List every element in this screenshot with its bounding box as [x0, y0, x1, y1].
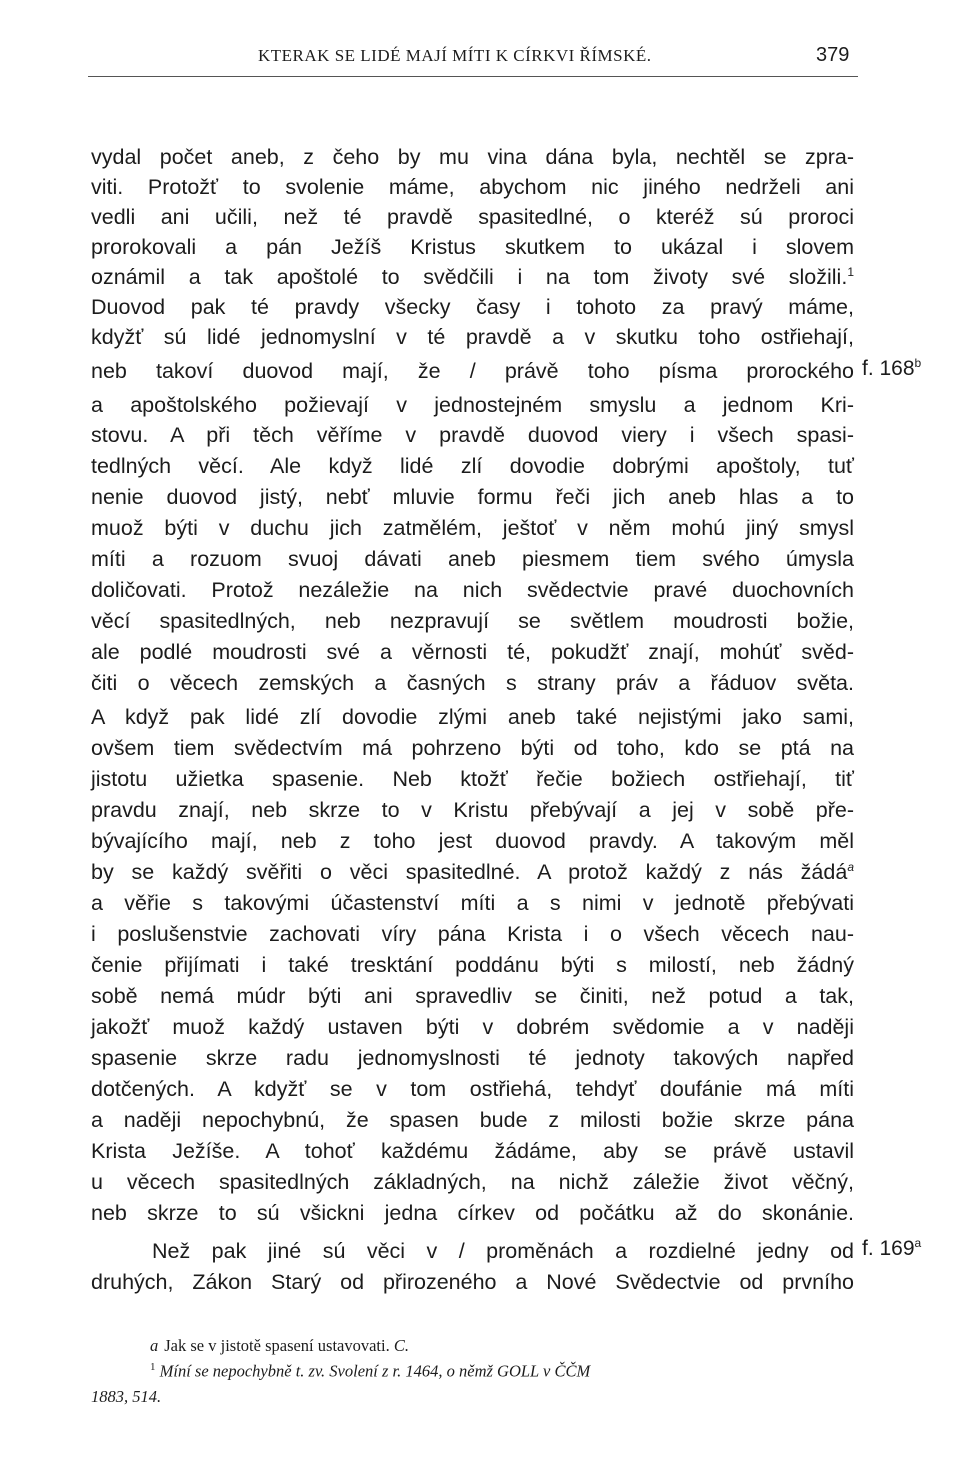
text-line: stovu. A při těch věříme v pravdě duovod viery i všech spasi-	[91, 423, 854, 447]
text-line: bývajícího mají, neb z toho jest duovod pravdy. A takovým měl	[91, 829, 854, 853]
text-line: Než pak jiné sú věci v / proměnách a rozdielné jedny od	[152, 1239, 854, 1263]
variant-ref: a	[847, 860, 854, 874]
text-line: a apoštolského požievají v jednostejném smyslu a jednom Kri-	[91, 393, 854, 417]
footnote-1: $^1$ Míní se nepochybně t. zv. Svolení z r. 1464, o němž GOLL v ČČM	[150, 1361, 591, 1381]
text-line: ale podlé moudrosti své a věrnosti té, pokudžť znají, mohúť svěd-	[91, 640, 854, 664]
text-line: Duovod pak té pravdy všecky časy i tohoto za pravý máme,	[91, 295, 854, 319]
text-line: věcí spasitedlných, neb nezpravují se světlem moudrosti božie,	[91, 609, 854, 633]
folio-marker: f. 168$^b$	[862, 356, 922, 380]
text-line: neb skrze to sú všickni jedna církev od počátku až do skonánie.	[91, 1201, 854, 1225]
text-line: tedlných věcí. Ale když lidé zlí dovodie dobrými apoštoly, tuť	[91, 454, 854, 478]
text-line: prorokovali a pán Ježíš Kristus skutkem to ukázal i slovem	[91, 235, 854, 259]
text-line: pravdu znají, neb skrze to v Kristu přebývají a jej v sobě pře-	[91, 798, 854, 822]
text-line: nenie duovod jistý, nebť mluvie formu řeči jich aneb hlas a to	[91, 485, 854, 509]
text-line: míti a rozuom svuoj dávati aneb piesmem tiem svého úmysla	[91, 547, 854, 571]
text-line: čenie přijímati i také tresktání poddánu býti s milostí, neb žádný	[91, 953, 854, 977]
text-line: a naději nepochybnú, že spasen bude z milosti božie skrze pána	[91, 1108, 854, 1132]
page-number: 379	[816, 44, 850, 66]
text-line: ovšem tiem svědectvím má pohrzeno býti od toho, kdo se ptá na	[91, 736, 854, 760]
folio-marker: f. 169$^a$	[862, 1236, 922, 1260]
text-line: doličovati. Protož nezáležie na nich svědectvie pravé duochovních	[91, 578, 854, 602]
text-line: muož býti v duchu jich zatmělém, ještoť v něm mohú jiný smysl	[91, 516, 854, 540]
text-line: dotčených. A kdyžť se v tom ostřiehá, tehdyť doufánie má míti	[91, 1077, 854, 1101]
text-line: viti. Protožť to svolenie máme, abychom nic jiného nedrželi ani	[91, 175, 854, 199]
text-line: sobě nemá múdr býti ani spravedliv se činiti, než potud a tak,	[91, 984, 854, 1008]
text-line: a věřie s takovými účastenství míti a s nimi v jednotě přebývati	[91, 891, 854, 915]
footnote-ref: 1	[847, 265, 854, 279]
text-line: vedli ani učili, než té pravdě spasitedlné, o kteréž sú proroci	[91, 205, 854, 229]
text-line: kdyžť sú lidé jednomyslní v té pravdě a v skutku toho ostřiehají,	[91, 325, 854, 349]
text-line: jakožť muož každý ustaven býti v dobrém svědomie a v naději	[91, 1015, 854, 1039]
footnote-a: a Jak se v jistotě spasení ustavovati. C.	[150, 1336, 409, 1355]
text-line: i poslušenstvie zachovati víry pána Krista i o všech věcech nau-	[91, 922, 854, 946]
text-line: Krista Ježíše. A tohoť každému žádáme, aby se právě ustavil	[91, 1139, 854, 1163]
text-line: u věcech spasitedlných základných, na nichž záležie život věčný,	[91, 1170, 854, 1194]
text-line: druhých, Zákon Starý od přirozeného a Nové Svědectvie od prvního	[91, 1270, 854, 1294]
text-line: A když pak lidé zlí dovodie zlými aneb také nejistými jako sami,	[91, 705, 854, 729]
footnote-1-continuation: 1883, 514.	[91, 1387, 162, 1406]
text-line: vydal počet aneb, z čeho by mu vina dána byla, nechtěl se zpra-	[91, 145, 854, 169]
text-line: oznámil a tak apoštolé to svědčili i na tom životy své složili.$^1$	[91, 265, 854, 289]
header-rule	[88, 76, 858, 77]
text-line: neb takoví duovod mají, že / právě toho písma prorockého	[91, 359, 854, 383]
text-line: spasenie skrze radu jednomyslnosti té jednoty takových napřed	[91, 1046, 854, 1070]
running-title: KTERAK SE LIDÉ MAJÍ MÍTI K CÍRKVI ŘÍMSKÉ.	[258, 46, 652, 65]
text-line: by se každý svěřiti o věci spasitedlné. A protož každý z nás žádá$^a$	[91, 860, 854, 884]
text-line: jistotu užietka spasenie. Neb ktožť řečie božiech ostřiehají, tiť	[91, 767, 854, 791]
text-line: čiti o věcech zemských a časných s strany práv a řáduov světa.	[91, 671, 854, 695]
